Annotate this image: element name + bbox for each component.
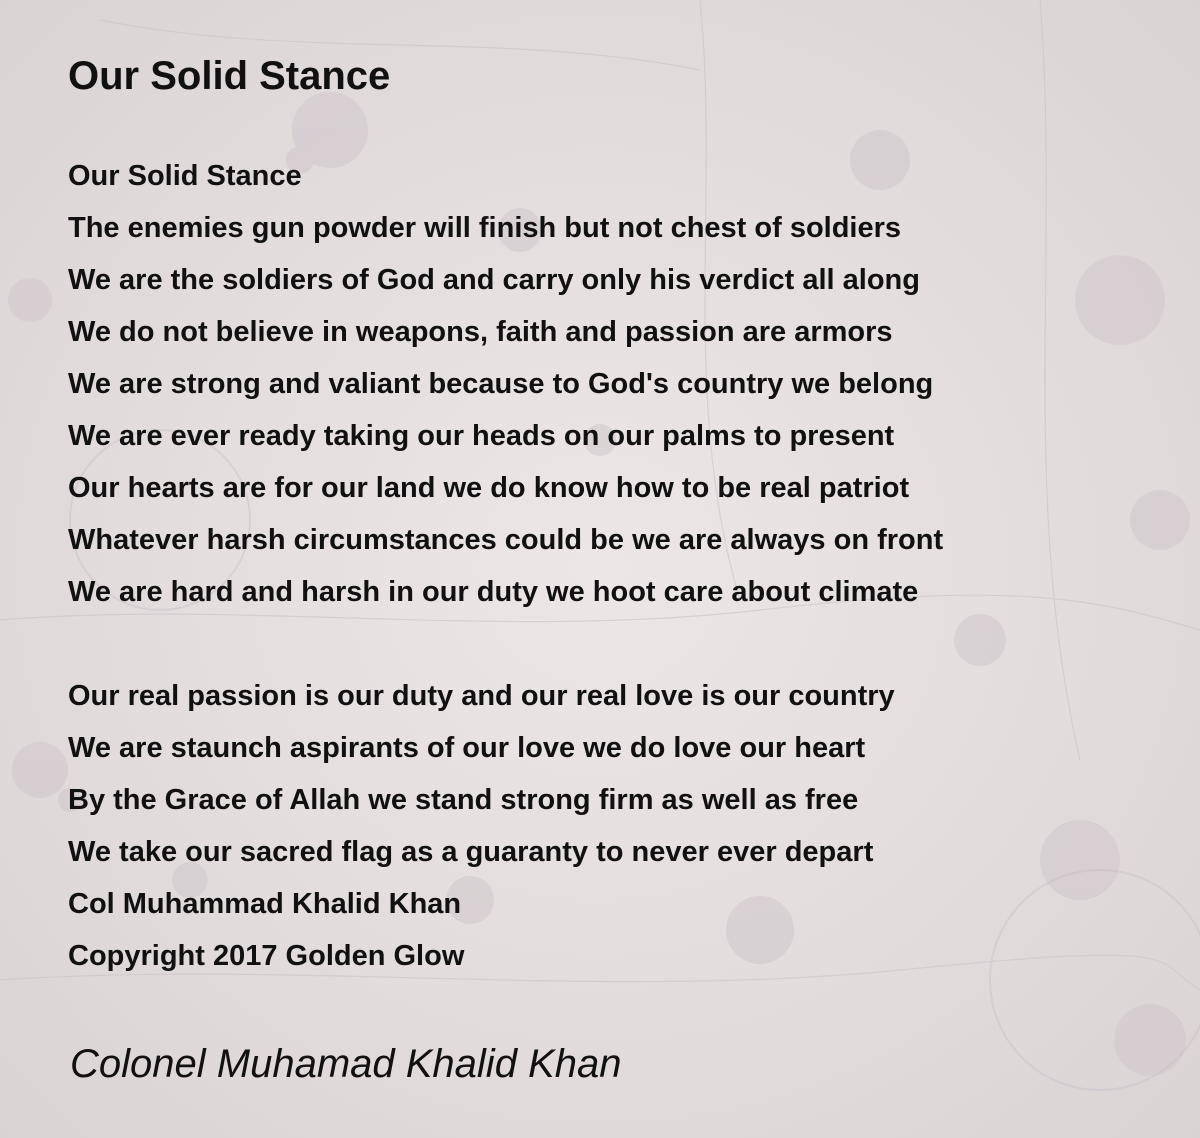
poem-line: We take our sacred flag as a guaranty to never ever depart <box>68 836 874 868</box>
stanza-1 <box>68 150 943 618</box>
poem-signature-line: Col Muhammad Khalid Khan <box>68 888 462 920</box>
poem-line: We are staunch aspirants of our love we do love our heart <box>68 732 866 764</box>
poem-line: We are strong and valiant because to God's country we belong <box>68 368 934 400</box>
poem-title: Our Solid Stance <box>68 54 391 98</box>
poem-line: Whatever harsh circumstances could be we are always on front <box>68 524 944 556</box>
poem-line: The enemies gun powder will finish but not chest of soldiers <box>68 212 902 244</box>
poem-line: We are the soldiers of God and carry only his verdict all along <box>68 264 920 296</box>
poem-line: We do not believe in weapons, faith and passion are armors <box>68 316 893 348</box>
stanza-2 <box>68 670 895 982</box>
poem-line: We are hard and harsh in our duty we hoot care about climate <box>68 576 919 608</box>
poem-line: We are ever ready taking our heads on our palms to present <box>68 420 895 452</box>
poem-line: Our hearts are for our land we do know how to be real patriot <box>68 472 910 504</box>
poem-line: By the Grace of Allah we stand strong firm as well as free <box>68 784 859 816</box>
poem-line: Our Solid Stance <box>68 160 302 192</box>
author-name: Colonel Muhamad Khalid Khan <box>70 1042 622 1086</box>
poem-copyright-line: Copyright 2017 Golden Glow <box>68 940 465 972</box>
poem-line: Our real passion is our duty and our real love is our country <box>68 680 895 712</box>
